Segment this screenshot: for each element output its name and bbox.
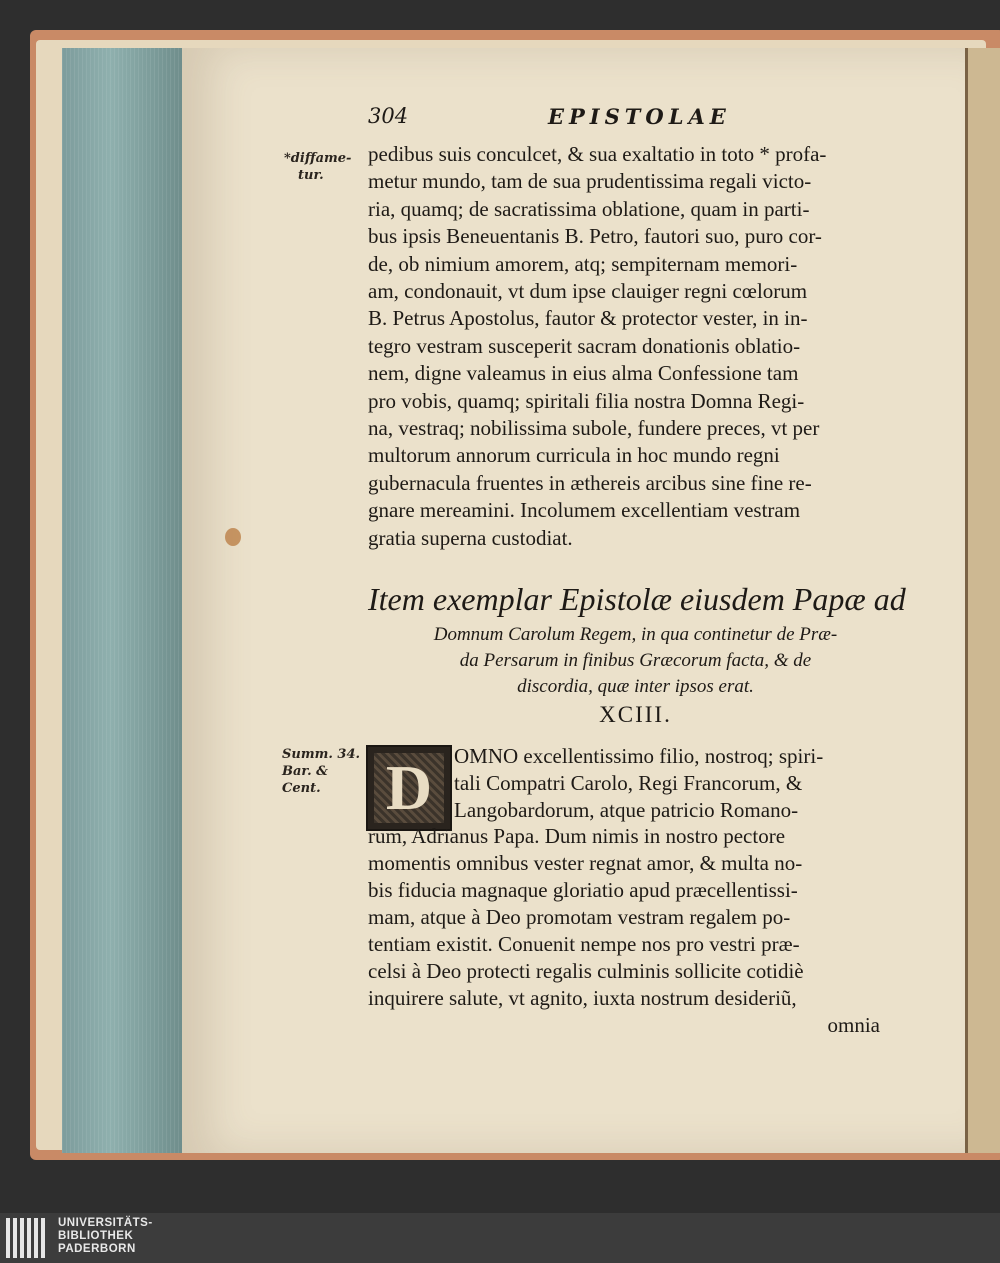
text-line: tegro vestram susceperit sacram donationis oblatio- — [368, 333, 801, 358]
library-logo-icon — [6, 1218, 46, 1258]
text-line: mam, atque à Deo promotam vestram regalem po- — [368, 905, 791, 929]
text-line: rum, Adrianus Papa. Dum nimis in nostro pectore — [368, 824, 786, 848]
running-header — [368, 104, 898, 134]
footer-line: UNIVERSITÄTS- — [58, 1217, 153, 1229]
footer-line: BIBLIOTHEK — [58, 1230, 134, 1242]
running-title: EPISTOLAE — [548, 104, 731, 129]
initial-letter: D — [385, 752, 433, 823]
margin-note-line: tur. — [298, 168, 324, 183]
text-line: gratia superna custodiat. — [368, 525, 573, 550]
text-line: OMNO excellentissimo filio, nostroq; spiri- — [454, 744, 824, 768]
text-line: na, vestraq; nobilissima subole, fundere preces, vt per — [368, 416, 820, 440]
text-line: inquirere salute, vt agnito, iuxta nostrum desideriũ, — [368, 986, 797, 1010]
text-line: de, ob nimium amorem, atq; sempiternam memori- — [368, 251, 798, 276]
text-line: ria, quamq; de sacratissima oblatione, quam in parti- — [368, 196, 810, 221]
margin-note-line: Summ. 34. — [282, 747, 361, 762]
margin-note-line: Cent. — [282, 781, 321, 796]
page-edge-texture — [62, 48, 182, 1153]
text-line: B. Petrus Apostolus, fautor & protector vester, in in- — [368, 306, 808, 331]
text-line: pro vobis, quamq; spiritali filia nostra Domna Regi- — [368, 388, 805, 413]
text-line: tentiam existit. Conuenit nempe nos pro vestri præ- — [368, 932, 800, 956]
text-line: Langobardorum, atque patricio Romano- — [454, 798, 799, 822]
section-heading: Item exemplar Epistolæ eiusdem Papæ ad — [368, 581, 906, 617]
text-line: gnare mereamini. Incolumem excellentiam vestram — [368, 498, 801, 523]
text-line: gubernacula fruentes in æthereis arcibus sine fine re- — [368, 470, 812, 495]
footer-line: PADERBORN — [58, 1243, 136, 1255]
text-line: pedibus suis conculcet, & sua exaltatio in toto * profa- — [368, 142, 827, 166]
margin-note-line: *diffame- — [284, 151, 352, 166]
section-subheading-line: discordia, quæ inter ipsos erat. — [517, 676, 754, 697]
decorated-initial — [366, 745, 452, 831]
page-number: 304 — [368, 104, 409, 128]
section-subheading-line: da Persarum in finibus Græcorum facta, & de — [459, 650, 812, 671]
text-line: momentis omnibus vester regnat amor, & multa no- — [368, 851, 803, 875]
facing-page-edge — [965, 48, 1000, 1153]
text-line: bus ipsis Beneuentanis B. Petro, fautori suo, puro cor- — [368, 224, 822, 249]
text-line: metur mundo, tam de sua prudentissima regali victo- — [368, 169, 812, 194]
text-line: bis fiducia magnaque gloriatio apud præcellentissi- — [368, 878, 798, 902]
catchword: omnia — [827, 1013, 880, 1037]
text-line: tali Compatri Carolo, Regi Francorum, & — [454, 771, 803, 795]
letter-number: XCIII. — [599, 702, 672, 727]
margin-note-line: Bar. & — [282, 764, 328, 779]
text-line: celsi à Deo protecti regalis culminis sollicite cotidiè — [368, 959, 804, 983]
margin-note-diffametur — [284, 150, 351, 184]
margin-note-reference — [282, 746, 360, 797]
paper-stain — [225, 528, 241, 546]
section-subheading-line: Domnum Carolum Regem, in qua continetur de Præ- — [433, 624, 838, 645]
text-line: nem, digne valeamus in eius alma Confessione tam — [368, 361, 799, 386]
text-line: am, condonauit, vt dum ipse clauiger regni cœlorum — [368, 279, 808, 303]
text-line: multorum annorum curricula in hoc mundo regni — [368, 443, 780, 468]
